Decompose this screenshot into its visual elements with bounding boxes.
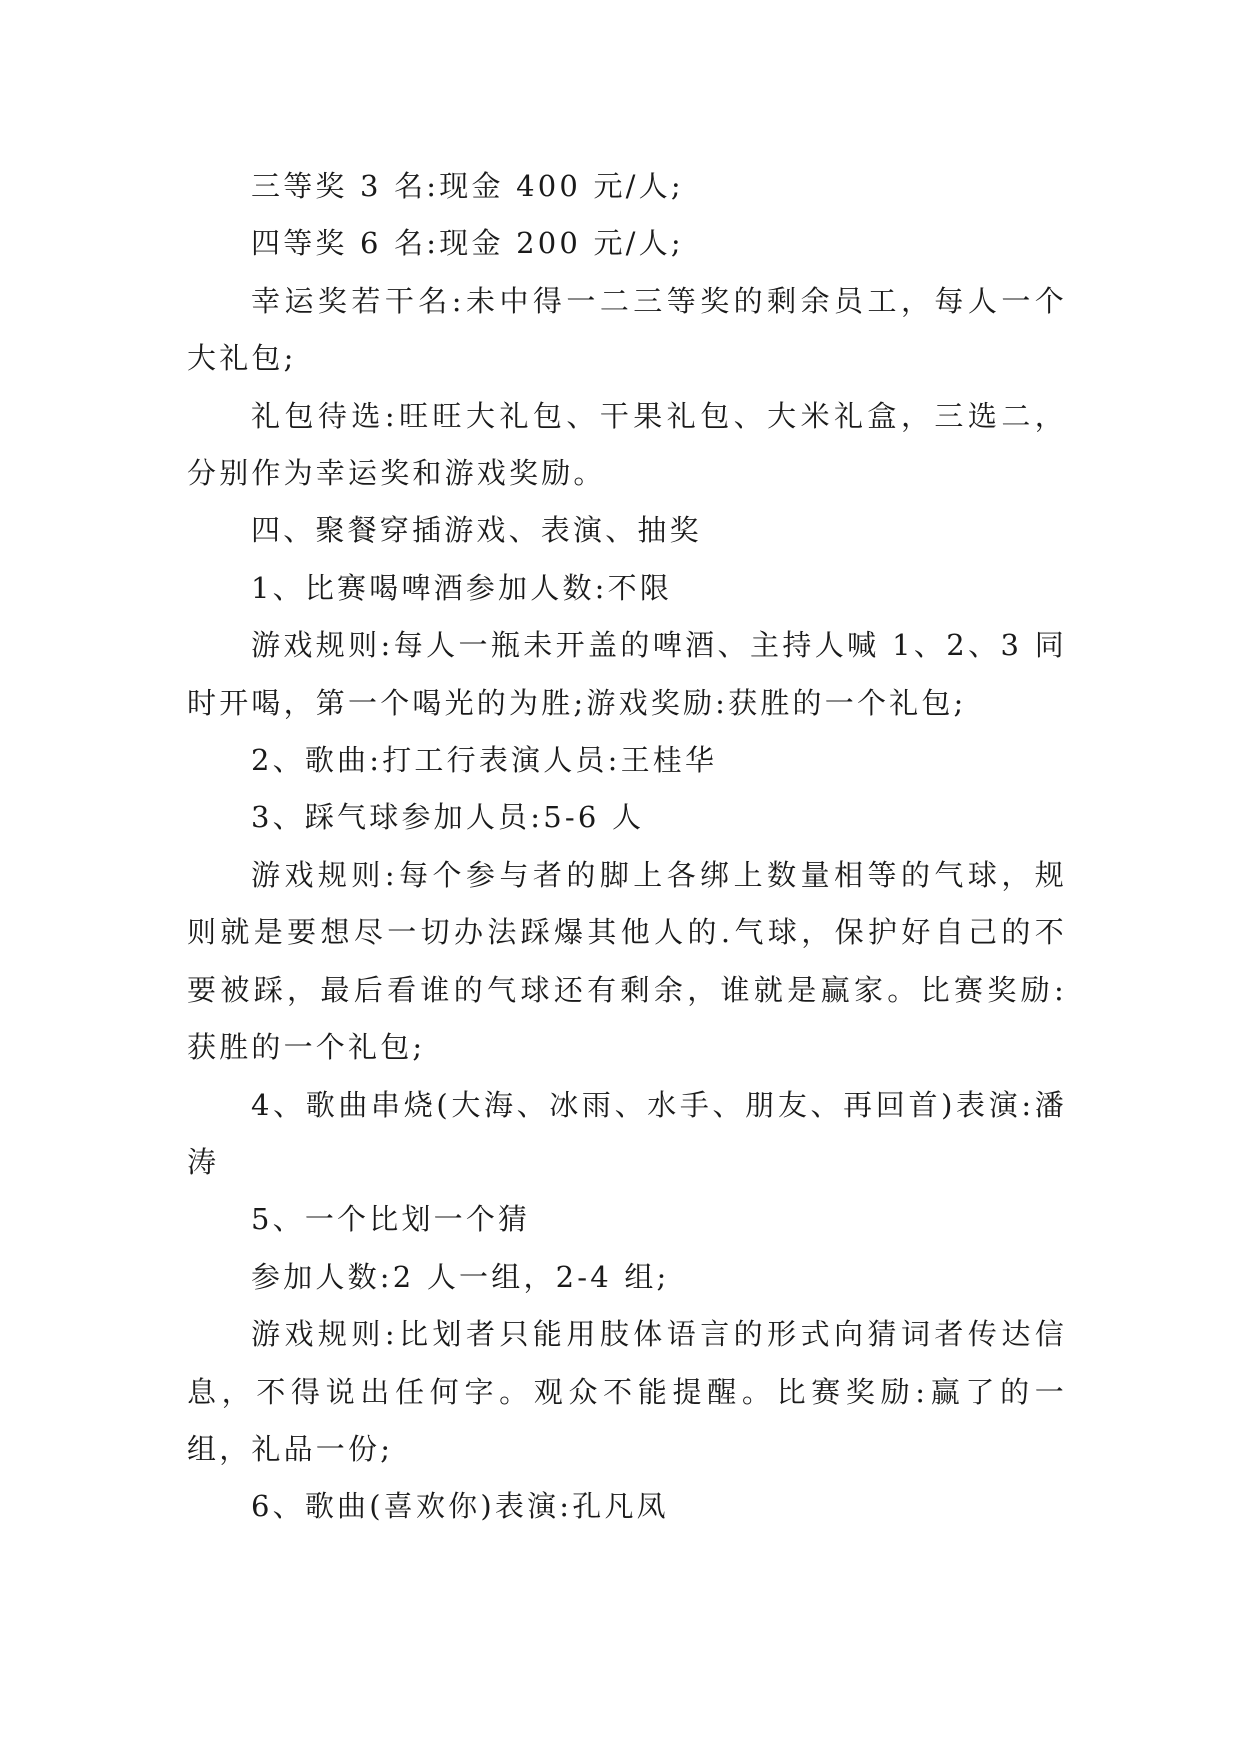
item-beer-contest: 1、比赛喝啤酒参加人数:不限 [251, 570, 673, 605]
item-song-1: 2、歌曲:打工行表演人员:王桂华 [251, 743, 718, 778]
paragraph-balloon-rules: 游戏规则:每个参与者的脚上各绑上数量相等的气球，规则就是要想尽一切办法踩爆其他人的.气球，保护好自己的不要被踩，最后看谁的气球还有剩余，谁就是赢家。比赛奖励:获胜的一个礼包; [187, 857, 1067, 1065]
paragraph-gift-options: 礼包待选:旺旺大礼包、干果礼包、大米礼盒，三选二，分别作为幸运奖和游戏奖励。 [187, 398, 1067, 491]
item-charades: 5、一个比划一个猜 [251, 1202, 531, 1237]
paragraph-third-prize: 三等奖 3 名:现金 400 元/人; [251, 169, 684, 203]
item-song-2: 6、歌曲(喜欢你)表演:孔凡凤 [251, 1489, 669, 1524]
paragraph-lucky-prize: 幸运奖若干名:未中得一二三等奖的剩余员工，每人一个大礼包; [187, 283, 1067, 376]
paragraph-beer-rules: 游戏规则:每人一瓶未开盖的啤酒、主持人喊 1、2、3 同时开喝，第一个喝光的为胜;游戏奖励:获胜的一个礼包; [187, 628, 1067, 720]
document-body [187, 158, 1067, 1536]
item-song-medley: 4、歌曲串烧(大海、冰雨、水手、朋友、再回首)表演:潘涛 [187, 1087, 1067, 1179]
section-heading-games: 四、聚餐穿插游戏、表演、抽奖 [251, 513, 702, 548]
item-balloon-game: 3、踩气球参加人员:5-6 人 [251, 800, 645, 835]
paragraph-charades-rules: 游戏规则:比划者只能用肢体语言的形式向猜词者传达信息，不得说出任何字。观众不能提醒。比赛奖励:赢了的一组，礼品一份; [187, 1317, 1067, 1466]
paragraph-fourth-prize: 四等奖 6 名:现金 200 元/人; [251, 226, 684, 261]
paragraph-charades-participants: 参加人数:2 人一组，2-4 组; [251, 1259, 670, 1294]
